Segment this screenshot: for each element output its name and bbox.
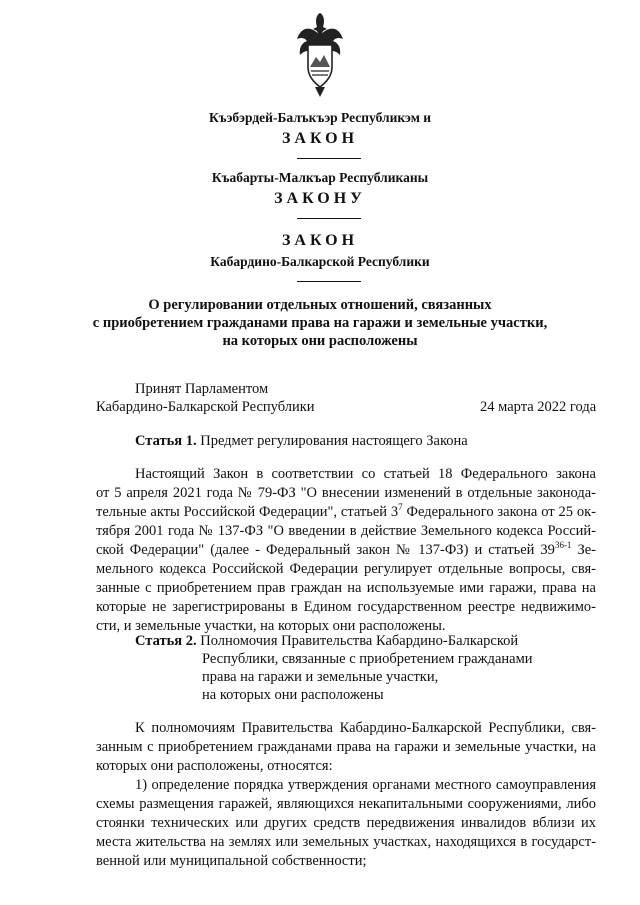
law-title-line: О регулировании отдельных отношений, связанных — [148, 297, 492, 313]
article-1-text-line: которые не зарегистрированы в Едином государственном реестре недвижимо- — [96, 599, 596, 615]
article-1-line-part: Федерального закона от 25 ок- — [402, 504, 596, 520]
adopted-by-line: Принят Парламентом — [135, 381, 269, 397]
russian-republic-header: Кабардино-Балкарской Республики — [210, 254, 430, 269]
article-1-line-part: тельные акты Российской Федерации", статьей 3 — [96, 504, 399, 520]
superscript: 7 — [398, 502, 403, 513]
divider — [297, 158, 361, 159]
law-title-line: с приобретением гражданами права на гаражи и земельные участки, — [92, 315, 548, 331]
article-2-item-line: венной или муниципальной собственности; — [96, 853, 367, 869]
law-title-line: на которых они расположены — [222, 333, 418, 349]
article-2-heading — [135, 633, 518, 650]
article-2-title-line: на которых они расположены — [202, 687, 384, 703]
article-2-item-line: стоянки технических или других средств передвижения инвалидов вблизи их — [96, 815, 596, 831]
kabardian-law-title: ЗАКОН — [281, 130, 359, 147]
article-1-text-line — [96, 503, 596, 522]
article-2-item-line: схемы размещения гаражей, являющихся некапитальными сооружениями, либо — [96, 796, 596, 812]
article-1-line-part: Зе- — [571, 542, 597, 558]
article-1-line-part: ской Федерации" (далее - Федеральный закон № 137-ФЗ) и статьей 39 — [96, 542, 555, 558]
article-2-label: Статья 2. — [135, 633, 197, 649]
balkar-law-title: ЗАКОНУ — [274, 190, 366, 207]
article-1-label: Статья 1. — [135, 433, 197, 449]
article-1-text-line: мельного кодекса Российской Федерации регулирует отдельные вопросы, свя- — [96, 561, 596, 577]
article-1-text-line: Настоящий Закон в соответствии со статьей 18 Федерального закона — [135, 466, 596, 482]
article-1-text-line — [96, 541, 596, 560]
superscript: 36-1 — [554, 540, 572, 551]
article-2-item-line: места жительства на землях или земельных участках, находящихся в государст- — [96, 834, 596, 850]
article-1-text-line: занные с приобретением прав граждан на используемые ими гаражи, права на — [96, 580, 596, 596]
article-2-title-line: Республики, связанные с приобретением гражданами — [202, 651, 533, 667]
article-1-title: Предмет регулирования настоящего Закона — [200, 433, 468, 449]
balkar-republic-header: Къабарты-Малкъар Республиканы — [211, 170, 429, 185]
article-1-heading — [135, 433, 468, 450]
article-1-text-line: тября 2001 года № 137-ФЗ "О введении в действие Земельного кодекса Россий- — [96, 523, 596, 539]
article-1-text-line: сти, и земельные участки, на которых они расположены. — [96, 618, 446, 634]
article-2-text-line: занным с приобретением гражданами права на гаражи и земельные участки, на — [96, 739, 596, 755]
coat-of-arms-emblem — [295, 5, 345, 99]
adoption-date: 24 марта 2022 года — [480, 399, 597, 415]
article-2-title-line: права на гаражи и земельные участки, — [202, 669, 439, 685]
article-1-text-line: от 5 апреля 2021 года № 79-ФЗ "О внесении изменений в отдельные законода- — [96, 485, 596, 501]
article-2-item-line: 1) определение порядка утверждения органами местного самоуправления — [135, 777, 596, 793]
article-2-title-line: Полномочия Правительства Кабардино-Балкарской — [200, 633, 519, 649]
kabardian-republic-header: Къэбэрдей-Балъкъэр Республикэм и — [208, 110, 432, 125]
russian-law-title: ЗАКОН — [281, 232, 359, 249]
divider — [297, 218, 361, 219]
article-2-text-line: К полномочиям Правительства Кабардино-Балкарской Республики, свя- — [135, 720, 596, 736]
adopted-by-parliament: Кабардино-Балкарской Республики — [96, 399, 315, 415]
article-2-text-line: которых они расположены, относятся: — [96, 758, 333, 774]
divider — [297, 281, 361, 282]
